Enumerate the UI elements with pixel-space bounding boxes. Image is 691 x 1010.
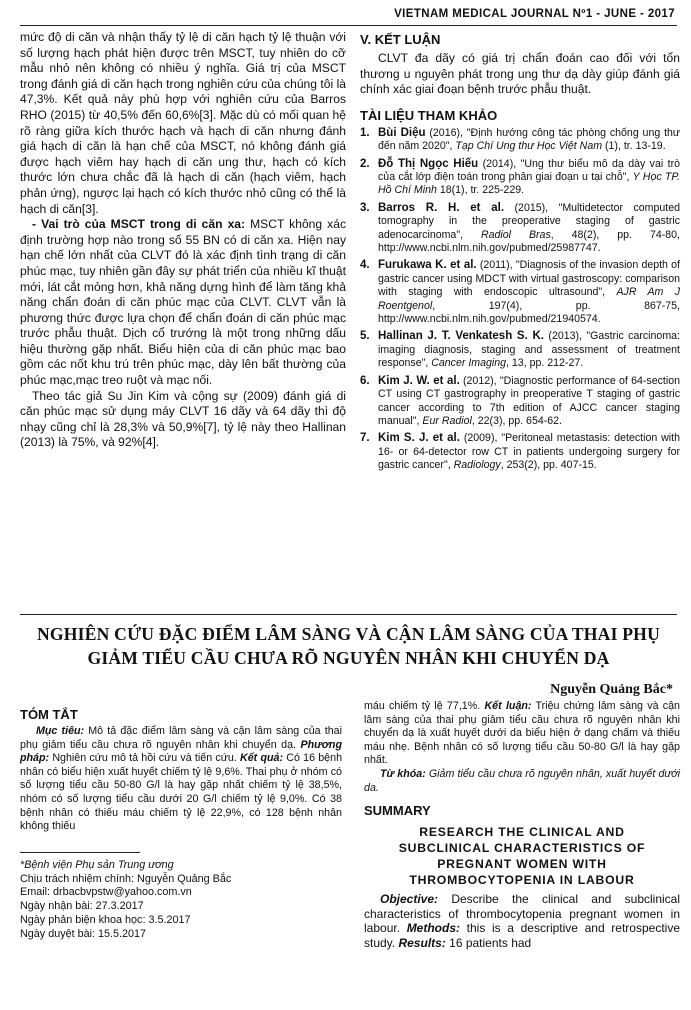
references-heading: TÀI LIỆU THAM KHẢO — [360, 107, 498, 123]
reference-text: (2011), "Diagnosis of the invasion depth of gastric cancer using MDCT with virtual gastroscopy: comparison with staging with endoscopic ultrasound", — [378, 259, 681, 299]
english-title-line-3: PREGNANT WOMEN WITH — [437, 857, 607, 872]
reference-author: Kim J. W. et al. — [378, 374, 460, 387]
reference-text: (2016), "Định hướng công tác phòng chống ung thư đến năm 2020", — [378, 126, 680, 153]
reference-tail: 18(1), tr. 225-229. — [436, 184, 525, 197]
reference-number: 7. — [360, 432, 370, 445]
reference-number: 2. — [360, 157, 370, 170]
reference-item — [360, 330, 680, 370]
english-results-label: Results: — [398, 935, 446, 950]
reference-tail: , 197(4), pp. 867-75, http://www.ncbi.nlm.nih.gov/pubmed/21940574. — [378, 299, 680, 326]
article-title-line-2: GIẢM TIỂU CẦU CHƯA RÕ NGUYÊN NHÂN KHI CHUYỂN DẠ — [87, 648, 610, 668]
discussion-paragraph-3 — [20, 389, 346, 451]
english-title — [364, 824, 680, 888]
reference-text: (2015), "Multidetector computed tomography in the preoperative staging of gastric adenocarcinoma", — [378, 201, 680, 241]
discussion-paragraph-1: mức độ di căn và nhận thấy tỷ lệ di căn hạch tỷ lệ thuận với số lượng hạch phát hiện được trên MSCT, tuy nhiên do cỡ mẫu nhỏ nên không có nhiều ý nghĩa. Giá trị của MSCT trong đánh giá di căn hạch trong nghiên cứu của chúng tôi là 47,3%. Kết quả này phù hợp với nghiên cứu của Barros RHO (2015) từ 40,5% đến 60,6%[3]. Mặc dù có mối quan hệ rõ ràng giữa kích thước hạch và hạch di căn nhưng đánh giá hạch di căn là hạn chế của MSCT, nó không đánh giá được hạch viêm hay hạch di căn ung thư, hạch có kích thước lớn chưa chắc đã là hạch di căn (hạch viêm, hạch phản ứng), ngược lại hạch có kích thước nhỏ cũng có thể là hạch di căn[3]. — [20, 30, 346, 216]
footnote-accepted: Ngày duyệt bài: 15.5.2017 — [20, 927, 147, 940]
abstract-summary-column — [364, 700, 680, 951]
reference-text: (2012), "Diagnostic performance of 64-section CT using CT gastrography in preoperative T staging of gastric cancer according to 7th edition of AJCC cancer staging manual", — [378, 374, 680, 427]
reference-author: Bùi Diệu — [378, 126, 426, 139]
reference-item — [360, 432, 680, 472]
reference-tail: , 22(3), pp. 654-62. — [471, 414, 562, 427]
abstract-column — [20, 707, 342, 942]
footnote-affiliation: *Bệnh viện Phụ sản Trung ương — [20, 858, 174, 871]
abstract-heading: TÓM TẮT — [20, 707, 78, 722]
footnote-responsible: Chịu trách nhiệm chính: Nguyễn Quảng Bắc — [20, 872, 232, 885]
reference-number: 6. — [360, 374, 370, 387]
english-objective-label: Objective: — [380, 892, 439, 907]
reference-author: Kim S. J. et al. — [378, 432, 460, 445]
abstract-conclusion-label: Kết luận: — [484, 700, 532, 712]
english-abstract — [364, 892, 680, 950]
discussion-paragraph-3-text: Theo tác giả Su Jin Kim và cộng sự (2009) đánh giá di căn phúc mạc sử dụng máy CLVT 16 dãy và 64 dãy thì độ nhạy cũng chỉ là 28,3% và 50,9%[7], tỷ lệ này theo Hallinan (2013) là 75%, và 92%[4]. — [20, 388, 346, 450]
reference-item — [360, 202, 680, 256]
abstract-conclusion: Triệu chứng lâm sàng và cận lâm sàng của thai phụ giảm tiểu cầu chưa rõ nguyên nhân khi chuyển dạ là xuất huyết dưới da biểu hiện ở dạng chấm và thiếu máu nhẹ. Bệnh nhân có số lượng tiểu cầu 50-80 G/l là hay gặp nhất. — [364, 700, 680, 767]
reference-text: (2013), "Gastric carcinoma: imaging diagnosis, staging and assessment of treatment response", — [378, 330, 680, 370]
abstract-methods: Nghiên cứu mô tả hồi cứu và tiến cứu. — [49, 752, 241, 765]
conclusion-references-column — [360, 30, 680, 477]
abstract-results-label: Kết quả: — [240, 752, 284, 765]
reference-list — [360, 127, 680, 473]
reference-tail: , 13, pp. 212-27. — [506, 357, 584, 370]
english-methods: this is a descriptive and retrospective study. — [364, 921, 680, 950]
reference-journal: AJR Am J Roentgenol — [378, 286, 680, 312]
article-author: Nguyễn Quảng Bắc* — [550, 682, 673, 697]
english-title-line-2: SUBCLINICAL CHARACTERISTICS OF — [398, 841, 646, 856]
abstract-keywords — [364, 768, 680, 795]
footnote — [20, 859, 342, 942]
reference-journal: Eur Radiol — [422, 414, 472, 427]
article-title — [20, 622, 677, 670]
conclusion-text: CLVT đa dãy có giá trị chẩn đoán cao đối với tổn thương u nguyên phát trong ung thư dạ dày giúp đánh giá chính xác giai đoạn bệnh trước phẫu thuật. — [360, 51, 680, 97]
reference-journal: Tạp Chí Ung thư Học Việt Nam — [455, 140, 603, 153]
reference-item — [360, 375, 680, 429]
reference-author: Barros R. H. et al. — [378, 201, 505, 214]
reference-journal: Radiology — [453, 459, 501, 472]
abstract-methods-label: Phương pháp: — [20, 738, 342, 765]
discussion-paragraph-2 — [20, 217, 346, 389]
page-header — [20, 6, 677, 26]
abstract-objective-label: Mục tiêu: — [36, 725, 85, 737]
abstract-objective: Mô tả đặc điểm lâm sàng và cận lâm sàng của thai phụ giảm tiểu cầu chưa rõ nguyên nhân khi chuyển dạ. — [20, 725, 342, 751]
footnote-received: Ngày nhận bài: 27.3.2017 — [20, 900, 144, 913]
reference-tail: , 253(2), pp. 407-15. — [500, 459, 597, 472]
reference-journal: Y Học TP. Hồ Chí Minh — [378, 171, 680, 197]
english-methods-label: Methods: — [406, 921, 461, 936]
reference-journal: Cancer Imaging — [431, 357, 507, 370]
reference-item — [360, 158, 680, 198]
english-results: 16 patients had — [445, 935, 532, 950]
summary-heading: SUMMARY — [364, 803, 431, 819]
reference-author: Furukawa K. et al. — [378, 259, 477, 272]
reference-tail: , 48(2), pp. 74-80, http://www.ncbi.nlm.nih.gov/pubmed/25987747. — [378, 228, 680, 255]
reference-text: (2014), "Ung thư biểu mô dạ dày vai trò của cắt lớp điện toán trong phân giai đoạn u tại chỗ", — [378, 157, 680, 183]
article-divider — [20, 614, 677, 615]
reference-item — [360, 259, 680, 326]
distant-metastasis-text: MSCT không xác định trường hợp nào trong số 55 BN có di căn xa. Hiện nay hạn chế lớn nhất của CLVT đó là xác định tình trạng di căn phúc mạc, tuy nhiên gần đây sự phát triển của nhiều kĩ thuật mới, lát cắt mỏng hơn, khả năng dựng hình để làm tăng khả năng chẩn đoán di căn phúc mạc của CLVT. CLVT vẫn là phương thức được lựa chọn để chẩn đoán di căn phúc mạc trước phẫu thuật. Dịch cổ trướng là một trong những dấu hiệu thường gặp nhất. Biểu hiện của di căn phúc mạc bao gồm các nốt khu trú trên phúc mạc, dày lên bất thường của phúc mạc,mạc treo ruột và mạc nối. — [20, 217, 346, 388]
discussion-column — [20, 30, 346, 451]
conclusion-heading: V. KẾT LUẬN — [360, 32, 441, 47]
journal-running-head: VIETNAM MEDICAL JOURNAL Nº1 - JUNE - 2017 — [394, 8, 675, 20]
reference-text: (2009), "Peritoneal metastasis: detection with 16- or 64-detector row CT in patients undergoing surgery for gastric cancer", — [378, 432, 680, 472]
abstract-results-continued: máu chiếm tỷ lệ 77,1%. — [364, 700, 485, 712]
reference-item — [360, 127, 680, 154]
reference-number: 4. — [360, 259, 370, 272]
footnote-email: Email: drbacbvpstw@yahoo.com.vn — [20, 886, 192, 899]
reference-tail: (1), tr. 13-19. — [602, 140, 666, 153]
abstract-continued — [364, 700, 680, 768]
reference-number: 1. — [360, 126, 370, 139]
english-title-line-1: RESEARCH THE CLINICAL AND — [419, 825, 625, 840]
reference-number: 5. — [360, 330, 370, 343]
keywords-label: Từ khóa: — [380, 767, 426, 780]
footnote-rule — [20, 852, 140, 853]
reference-journal: Radiol Bras — [480, 228, 551, 241]
abstract-text — [20, 725, 342, 834]
reference-number: 3. — [360, 201, 370, 214]
distant-metastasis-lead: - Vai trò của MSCT trong di căn xa: — [32, 217, 246, 232]
footnote-reviewed: Ngày phản biện khoa học: 3.5.2017 — [20, 913, 191, 926]
abstract-results: Có 16 bệnh nhân có biểu hiện xuất huyết chiếm tỷ lệ 9,6%. Thai phụ ở nhóm có số lượng tiểu cầu 50-80 G/l là hay gặp nhất chiếm tỷ lệ 38,5%, nhóm có số lượng tiểu cầu dưới 20 G/l chiếm tỷ lệ 9,0%. Có 38 bệnh nhân có thiếu máu chiếm tỷ lệ 22,9%, có 128 bệnh nhân không thiếu — [20, 752, 343, 833]
english-objective: Describe the clinical and subclinical characteristics of thrombocytopenia pregnant women in labour. — [364, 892, 680, 936]
keywords: Giảm tiểu cầu chưa rõ nguyên nhân, xuất huyết dưới da. — [364, 767, 680, 794]
reference-author: Hallinan J. T. Venkatesh S. K. — [378, 330, 544, 343]
english-title-line-4: THROMBOCYTOPENIA IN LABOUR — [409, 873, 635, 888]
reference-author: Đỗ Thị Ngọc Hiếu — [378, 157, 479, 170]
article-title-line-1: NGHIÊN CỨU ĐẶC ĐIỂM LÂM SÀNG VÀ CẬN LÂM SÀNG CỦA THAI PHỤ — [37, 624, 660, 644]
